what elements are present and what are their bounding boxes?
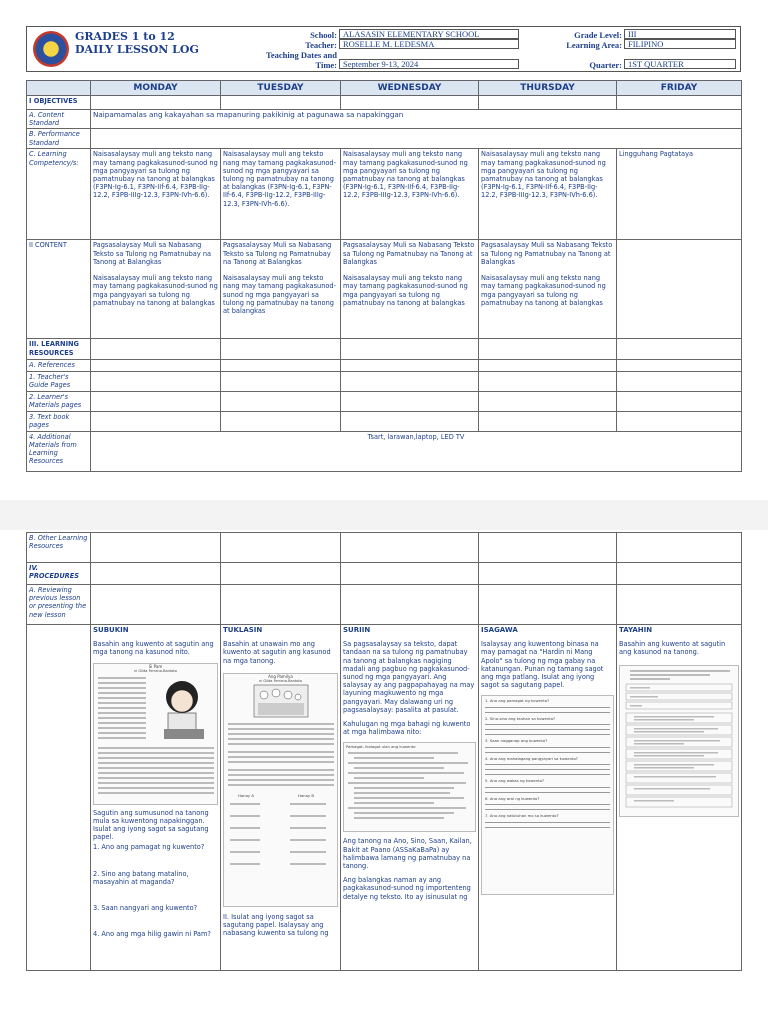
school-label: School: — [310, 30, 337, 40]
procedures-heading: IV. PROCEDURES — [27, 563, 91, 585]
story-parts-box — [343, 742, 476, 832]
teacher-label: Teacher: — [305, 40, 337, 50]
dates-label-2: Time: — [315, 60, 337, 70]
story-author-ang-pamilya: ni Gilda Ferrano-Bantoto — [259, 678, 302, 683]
isagawa-q6: 6. Ano ang aral ng kuwento? — [485, 795, 540, 801]
story-image-ang-pamilya — [223, 673, 338, 907]
corner-cell — [27, 81, 91, 96]
content-monday — [91, 240, 221, 339]
story-author-si-pam: ni Gilda Ferrano-Bantoto — [134, 668, 177, 673]
suriin-after-2: Ang balangkas naman ay ang pagkakasunod-sunod ng importenteng detalye ng teksto. Ito ay isinusulat ng — [343, 876, 471, 901]
content-tuesday — [221, 240, 341, 339]
day-header-thursday: THURSDAY — [479, 81, 617, 96]
content-standard-text: Naipamamalas ang kakayahan sa mapanuring pakikinig at pagunawa sa napakinggan — [91, 110, 742, 129]
deped-seal-icon — [33, 31, 69, 67]
content-title: Pagsasalaysay Muli sa Nabasang Teksto sa Tulong ng Pamatnubay na Tanong at Balangkas — [481, 241, 613, 266]
isagawa-cell — [479, 625, 617, 971]
subukin-q1: 1. Ano ang pamagat ng kuwento? — [93, 843, 205, 852]
subukin-q4: 4. Ano ang mga hilig gawin ni Pam? — [93, 930, 211, 939]
lesson-log-header — [26, 26, 741, 72]
tuklasin-after: II. Isulat ang iyong sagot sa sagutang papel. Isalaysay ang nabasang kuwento sa tulong ng — [223, 912, 329, 938]
family-illustration-icon — [224, 683, 338, 881]
performance-standard-label: B. Performance Standard — [27, 129, 91, 149]
competency-monday: Naisasalaysay muli ang teksto nang may tamang pagkakasunod-sunod ng mga pangyayari sa tulong ng pamatnubay na tanong at balangkas (F3PN-Ig-6.1, F3PN-IIf-6.4, F3PB-IIg-12.2, F3PB-IIIg-12.3, F3PN-IVh-6.6). — [91, 149, 221, 240]
hanay-b-label: Hanay B — [298, 792, 314, 798]
tayahin-worksheet — [619, 665, 739, 817]
textbook-pages-label: 3. Text book pages — [27, 411, 91, 431]
subukin-intro: Basahin ang kuwento at sagutin ang mga tanong na kasunod nito. — [93, 640, 214, 657]
resources-heading: III. LEARNING RESOURCES — [27, 339, 91, 360]
title-line-1: GRADES 1 to 12 — [75, 30, 175, 43]
content-wednesday — [341, 240, 479, 339]
story-title-ang-pamilya: Ang Pamilya — [268, 673, 293, 679]
teachers-guide-label: 1. Teacher's Guide Pages — [27, 371, 91, 391]
content-heading: II CONTENT — [27, 240, 91, 339]
subukin-q3: 3. Saan nangyari ang kuwento? — [93, 904, 198, 913]
quarter-label: Quarter: — [589, 60, 622, 70]
day-header-monday: MONDAY — [91, 81, 221, 96]
procedures-label-empty — [27, 625, 91, 971]
references-label: A. References — [27, 360, 91, 371]
story-parts-title: Pamagat- Ikalagot ulan ang kuwento — [346, 744, 416, 750]
subukin-heading: SUBUKIN — [93, 626, 129, 634]
competency-label: C. Learning Competency/s: — [27, 149, 91, 240]
suriin-heading: SURIIN — [343, 626, 371, 634]
competency-tuesday: Naisasalaysay muli ang teksto nang may tamang pagkakasunod-sunod ng mga pangyayari sa tulong ng pamatnubay na tanong at balangkas (F3PN-Ig-6.1, F3PN-IIf-6.4, F3PB-IIg-12.2, F3PB-IIIg-12.3, F3PN-IVh-6.6). — [221, 149, 341, 240]
tuklasin-intro: Basahin at unawain mo ang kuwento at sagutin ang kasunod na mga tanong. — [223, 640, 331, 665]
suriin-intro: Sa pagsasalaysay sa teksto, dapat tandaan na sa tulong ng pamatnubay na tanong at balangkas nagiging madali ang pagbuo ng pagkakasunod-sunod ng mga pangyayari. Ang salaysay ay ang pagpapahayag na may layuning magkuwento ng mga pangyayari. May dalawang uri ng pagsasalaysay: pasalita at pasulat. — [343, 640, 475, 714]
lesson-table-page-2 — [26, 532, 742, 971]
content-title: Pagsasalaysay Muli sa Nabasang Teksto sa Tulong ng Pamatnubay na Tanong at Balangkas — [223, 241, 332, 266]
content-standard-label: A. Content Standard — [27, 110, 91, 129]
isagawa-q5: 5. Ano ang wakas ng kuwento? — [485, 778, 544, 784]
content-desc: Naisasalaysay muli ang teksto nang may tamang pagkakasunod-sunod ng mga pangyayari sa tulong ng pamatnubay na tanong at balangkas — [481, 274, 606, 307]
quarter-value: 1ST QUARTER — [624, 59, 736, 69]
content-friday — [617, 240, 742, 339]
performance-standard-cell — [91, 129, 742, 149]
story-image-si-pam — [93, 663, 218, 805]
subukin-after: Sagutin ang sumusunod na tanong mula sa kuwentong napakinggan. Isulat ang iyong sagot sa sagutang papel. — [93, 808, 209, 842]
area-label: Learning Area: — [566, 40, 622, 50]
day-header-friday: FRIDAY — [617, 81, 742, 96]
content-desc: Naisasalaysay muli ang teksto nang may tamang pagkakasunod-sunod ng mga pangyayari sa tulong ng pamatnubay na tanong at balangkas — [93, 274, 218, 307]
suriin-cell — [341, 625, 479, 971]
additional-materials-label: 4. Additional Materials from Learning Resources — [27, 431, 91, 471]
subukin-cell — [91, 625, 221, 971]
reviewing-label: A. Reviewing previous lesson or presenting the new lesson — [27, 585, 91, 625]
competency-wednesday: Naisasalaysay muli ang teksto nang may tamang pagkakasunod-sunod ng mga pangyayari sa tulong ng pamatnubay na tanong at balangkas (F3PN-Ig-6.1, F3PN-IIf-6.4, F3PB-IIg-12.2, F3PB-IIIg-12.3, F3PN-IVh-6.6). — [341, 149, 479, 240]
log-title — [75, 30, 199, 56]
story-title-si-pam: Si Pam — [148, 663, 163, 669]
content-desc: Naisasalaysay muli ang teksto nang may tamang pagkakasunod-sunod ng mga pangyayari sa tulong ng pamatnubay na tanong at balangkas — [343, 274, 468, 307]
title-line-2: DAILY LESSON LOG — [75, 43, 199, 56]
page-two — [0, 530, 768, 1024]
isagawa-q3: 3. Saan nagganap ang kuwento? — [485, 738, 548, 744]
area-value: FILIPINO — [624, 39, 736, 49]
isagawa-worksheet — [481, 695, 614, 895]
day-header-tuesday: TUESDAY — [221, 81, 341, 96]
isagawa-q2: 2. Sino-sino ang tauhan sa kuwento? — [485, 715, 556, 721]
dates-label-1: Teaching Dates and — [265, 50, 337, 60]
learners-materials-label: 2. Learner's Materials pages — [27, 391, 91, 411]
objectives-heading: I OBJECTIVES — [27, 96, 91, 110]
page-one — [0, 0, 768, 500]
hanay-a-label: Hanay A — [238, 792, 254, 798]
isagawa-heading: ISAGAWA — [481, 626, 518, 634]
tuklasin-cell — [221, 625, 341, 971]
tuklasin-heading: TUKLASIN — [223, 626, 263, 634]
grade-label: Grade Level: — [574, 30, 622, 40]
isagawa-q7: 7. Ano ang natutuhan mo sa kuwento? — [485, 813, 559, 819]
tayahin-intro: Basahin ang kuwento at sagutin ang kasunod na tanong. — [619, 640, 726, 657]
girl-illustration-icon — [94, 673, 218, 801]
tayahin-worksheet-lines-icon — [620, 666, 738, 814]
grade-value: III — [624, 29, 736, 39]
tayahin-heading: TAYAHIN — [619, 626, 653, 634]
lesson-table-page-1 — [26, 80, 742, 472]
other-resources-label: B. Other Learning Resources — [27, 533, 91, 563]
suriin-mid: Kahulugan ng mga bahagi ng kuwento at mga halimbawa nito: — [343, 720, 471, 737]
content-title: Pagsasalaysay Muli sa Nabasang Teksto sa Tulong ng Pamatnubay na Tanong at Balangkas — [93, 241, 212, 266]
content-title: Pagsasalaysay Muli sa Nabasang Teksto sa Tulong ng Pamatnubay na Tanong at Balangkas — [343, 241, 475, 266]
additional-materials-text: Tsart, larawan,laptop, LED TV — [91, 431, 742, 471]
day-header-wednesday: WEDNESDAY — [341, 81, 479, 96]
story-parts-lines-icon — [346, 750, 474, 830]
isagawa-q1: 1. Ano ang pamagat ng kuwento? — [485, 698, 550, 704]
isagawa-q4: 4. Ano ang mahalagang pangyayari sa kuwento? — [485, 755, 578, 761]
tayahin-cell — [617, 625, 742, 971]
suriin-after-1: Ang tanong na Ano, Sino, Saan, Kailan, Bakit at Paano (ASSaKaBaPa) ay halimbawa lamang ng pamatnubay na tanong. — [343, 837, 472, 871]
teacher-value: ROSELLE M. LEDESMA — [339, 39, 519, 49]
subukin-q2: 2. Sino ang batang matalino, masayahin at maganda? — [93, 869, 189, 886]
content-desc: Naisasalaysay muli ang teksto nang may tamang pagkakasunod-sunod ng mga pangyayari sa tulong ng pamatnubay na tanong at balangkas — [223, 274, 336, 316]
competency-friday: Lingguhang Pagtataya — [617, 149, 742, 240]
competency-thursday: Naisasalaysay muli ang teksto nang may tamang pagkakasunod-sunod ng mga pangyayari sa tulong ng pamatnubay na tanong at balangkas (F3PN-Ig-6.1, F3PN-IIf-6.4, F3PB-IIg-12.2, F3PB-IIIg-12.3, F3PN-IVh-6.6). — [479, 149, 617, 240]
isagawa-intro: Isalaysay ang kuwentong binasa na may pamagat na "Hardin ni Mang Apolo" sa tulong ng mga gabay na katanungan. Punan ng tamang sagot ang mga patlang. Isulat ang iyong sagot sa sagutang papel. — [481, 640, 604, 690]
school-value: ALASASIN ELEMENTARY SCHOOL — [339, 29, 519, 39]
content-thursday — [479, 240, 617, 339]
page-gap — [0, 500, 768, 530]
dates-value: September 9-13, 2024 — [339, 59, 519, 69]
